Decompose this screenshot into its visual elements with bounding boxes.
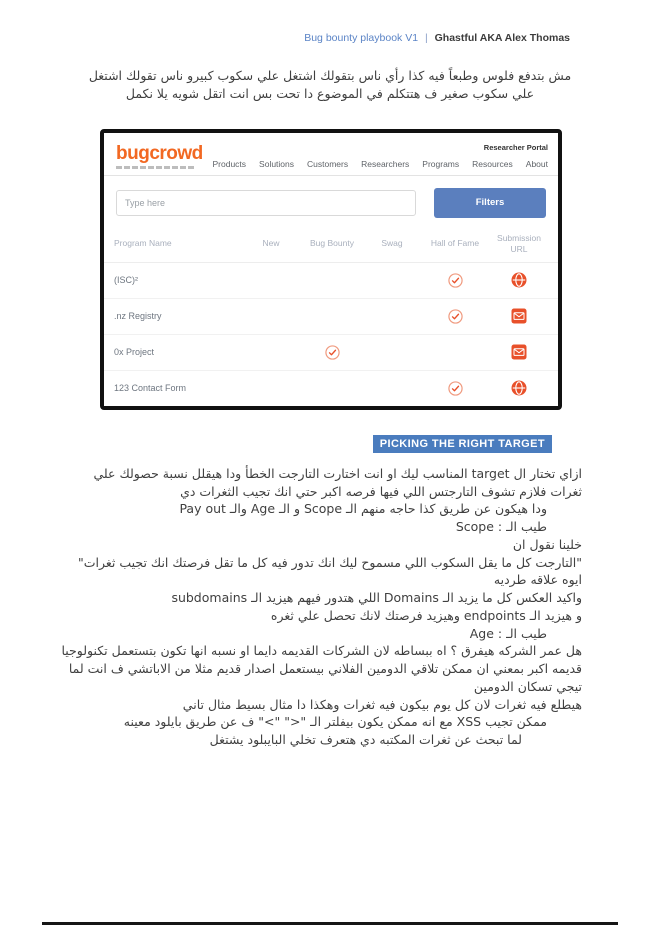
nav-item-researchers[interactable]: Researchers (361, 158, 410, 169)
body-paragraph: "التارجت كل ما يقل السكوب اللي مسموح ليك انك تدور فيه كل ما تقل فرصتك انك تجيب ثغرات" (77, 554, 582, 570)
nav-item-solutions[interactable]: Solutions (259, 158, 295, 169)
section-heading-row (0, 434, 552, 453)
bugcrowd-logo[interactable]: bugcrowd (116, 142, 203, 164)
body-paragraph: ممكن تجيب XSS مع انه ممكن يكون بيفلتر الـ "<" ">" ف عن طريق بايلود معينه (123, 714, 547, 730)
bugcrowd-site-header (104, 133, 558, 176)
body-paragraph: ازاي تختار ال target المناسب ليك او انت اختارت التارجت الخطأ ودا هيقلل نسبة حصولك علي ثغرات فلازم تشوف التارجتس اللي فيها فرصه اكبر حتي انك تجيب الثغرات دي (93, 465, 582, 499)
nav-item-customers[interactable]: Customers (307, 158, 349, 169)
body-paragraph: طيب الـ : Scope (455, 519, 547, 535)
search-row (104, 176, 558, 227)
table-row[interactable] (104, 263, 558, 298)
nav-item-products[interactable]: Products (212, 158, 247, 169)
envelope-icon[interactable] (511, 347, 527, 357)
body-paragraph: واكيد العكس كل ما يزيد الـ Domains اللي هتدور فيهم هيزيد الـ subdomains (171, 590, 582, 606)
body-paragraph: و هيزيد الـ endpoints وهيزيد فرصتك لانك تحصل علي ثغره (270, 607, 582, 623)
column-header-bug-bounty: Bug Bounty (310, 238, 354, 249)
column-header-submission-url: Submission URL (497, 232, 541, 254)
program-name[interactable]: (ISC)² (114, 275, 138, 286)
column-header-program-name: Program Name (114, 238, 172, 249)
body-paragraph: خلينا نقول ان (512, 536, 582, 552)
check-circle-icon (325, 347, 340, 357)
researcher-portal-link[interactable]: Researcher Portal (483, 142, 548, 152)
globe-icon[interactable] (511, 383, 527, 393)
bugcrowd-screenshot (100, 129, 562, 410)
body-paragraph: ايوه علاقه طرديه (493, 572, 582, 588)
body-paragraph: هيطلع فيه ثغرات لان كل يوم بيكون فيه ثغرات وهكذا دا مثال بسيط مثال تاني (182, 696, 582, 712)
header-separator: | (424, 32, 428, 44)
program-name[interactable]: 123 Contact Form (114, 383, 187, 394)
body-text (0, 465, 660, 749)
table-row[interactable] (104, 298, 558, 334)
logo-block (116, 144, 203, 169)
program-name[interactable]: 0x Project (114, 347, 155, 358)
body-paragraph: لما تبحث عن ثغرات المكتبه دي هتعرف تخلي البايبلود يشتغل (209, 732, 522, 748)
site-header-right (213, 143, 549, 169)
nav-item-programs[interactable]: Programs (422, 158, 460, 169)
body-paragraph: طيب الـ : Age (469, 625, 547, 641)
column-header-swag: Swag (381, 238, 403, 249)
program-name[interactable]: .nz Registry (114, 311, 162, 322)
search-input[interactable] (116, 190, 416, 216)
globe-icon[interactable] (511, 275, 527, 285)
body-paragraph: ودا هيكون عن طريق كذا حاجه منهم الـ Scope و الـ Age والـ Pay out (179, 501, 547, 517)
body-paragraph: هل عمر الشركه هيفرق ؟ اه ببساطه لان الشركات القديمه دايما او نسبه انها تكون بتستعمل تكنولوجيا قديمه اكبر بمعني ان ممكن تلاقي الدومين الفلاني بيستعمل اصدار قديم مثلا من الاباتشي ف انت لما تيجي تسكان الدومين (61, 643, 582, 694)
check-circle-icon (448, 275, 463, 285)
program-table-header (104, 227, 558, 263)
program-table-body (104, 263, 558, 406)
page-header (0, 32, 570, 45)
nav-item-about[interactable]: About (525, 158, 548, 169)
intro-paragraph: مش بتدفع فلوس وطبعاً فيه كذا رأي ناس بتقولك اشتغل علي سكوب كبيرو ناس تقولك اشتغل علي سكوب صغير ف هتتكلم في الموضوع دا تحت بس انت اتقل شويه يلا نكمل (88, 67, 572, 101)
table-row[interactable] (104, 334, 558, 370)
column-header-hall-of-fame: Hall of Fame (430, 238, 480, 249)
check-circle-icon (448, 311, 463, 321)
doc-title: Bug bounty playbook V1 (304, 32, 419, 44)
column-header-new: New (262, 238, 280, 249)
logo-tagline (116, 166, 196, 169)
nav-item-resources[interactable]: Resources (472, 158, 513, 169)
table-row[interactable] (104, 370, 558, 406)
section-heading: PICKING THE RIGHT TARGET (373, 435, 552, 453)
page-bottom-rule (42, 922, 618, 925)
check-circle-icon (448, 383, 463, 393)
filters-button[interactable]: Filters (434, 188, 546, 218)
document-page (0, 32, 660, 749)
site-nav (213, 159, 549, 169)
envelope-icon[interactable] (511, 311, 527, 321)
doc-author: Ghastful AKA Alex Thomas (434, 32, 570, 44)
